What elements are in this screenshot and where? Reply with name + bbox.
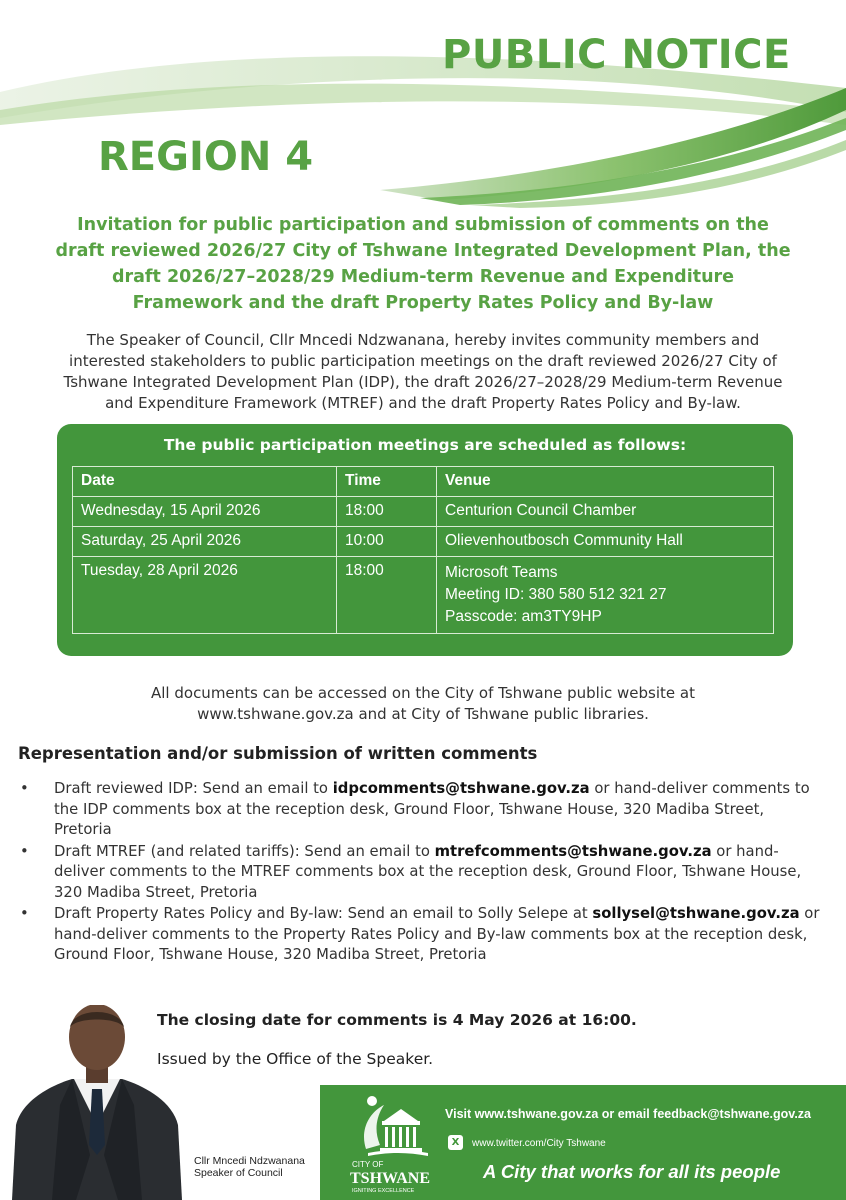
x-twitter-icon[interactable]: X	[448, 1135, 463, 1150]
item-text: Draft MTREF (and related tariffs): Send an email to	[54, 842, 435, 860]
access-line: All documents can be accessed on the City of Tshwane public website at	[151, 684, 695, 702]
schedule-panel	[57, 424, 793, 656]
column-header-time: Time	[337, 467, 437, 497]
meeting-passcode: Passcode: am3TY9HP	[445, 608, 602, 625]
email-link[interactable]: mtrefcomments@tshwane.gov.za	[434, 842, 712, 860]
schedule-title: The public participation meetings are scheduled as follows:	[163, 436, 687, 454]
cell-time: 10:00	[337, 527, 437, 557]
logo-tagline: IGNITING EXCELLENCE	[352, 1188, 415, 1194]
cell-venue: Olievenhoutbosch Community Hall	[437, 527, 774, 557]
cell-date: Tuesday, 28 April 2026	[73, 557, 337, 634]
column-header-date: Date	[73, 467, 337, 497]
intro-line: interested stakeholders to public participation meetings on the draft reviewed 2026/27 City of	[69, 352, 777, 370]
footer-banner	[320, 1085, 846, 1200]
speaker-name: Cllr Mncedi Ndzwanana	[194, 1155, 305, 1167]
table-row	[73, 557, 774, 634]
cell-date: Saturday, 25 April 2026	[73, 527, 337, 557]
item-text: or hand-deliver comments to the Property Rates Policy and By-law comments box at the reception desk, Ground Floor, Tshwane House, 320 Madiba Street, Pretoria	[54, 905, 820, 963]
bullet-icon: •	[20, 905, 29, 922]
cell-venue: Centurion Council Chamber	[437, 497, 774, 527]
table-row	[73, 527, 774, 557]
speaker-portrait	[12, 1005, 182, 1200]
footer-contact[interactable]: Visit www.tshwane.gov.za or email feedback@tshwane.gov.za	[445, 1107, 811, 1121]
intro-line: Tshwane Integrated Development Plan (IDP), the draft 2026/27–2028/29 Medium-term Revenue	[63, 373, 783, 391]
region-title: REGION 4	[98, 134, 314, 180]
list-item	[18, 842, 826, 904]
invitation-heading	[20, 212, 826, 316]
speaker-role: Speaker of Council	[194, 1167, 283, 1179]
logo-city-of: CITY OF	[352, 1160, 384, 1169]
cell-time: 18:00	[337, 557, 437, 634]
issued-by-note: Issued by the Office of the Speaker.	[157, 1050, 434, 1068]
table-header-row	[73, 467, 774, 497]
twitter-link[interactable]: www.twitter.com/City Tshwane	[472, 1138, 606, 1149]
invitation-heading-line: draft 2026/27–2028/29 Medium-term Revenue and Expenditure	[111, 267, 735, 287]
invitation-heading-line: Framework and the draft Property Rates Policy and By-law	[132, 293, 714, 313]
column-header-venue: Venue	[437, 467, 774, 497]
item-text: Draft reviewed IDP: Send an email to	[54, 780, 333, 797]
page-title: PUBLIC NOTICE	[442, 32, 791, 78]
footer-slogan: A City that works for all its people	[483, 1161, 781, 1182]
bullet-icon: •	[20, 842, 29, 860]
item-text: Draft Property Rates Policy and By-law: Send an email to Solly Selepe at	[54, 905, 593, 922]
email-link[interactable]: idpcomments@tshwane.gov.za	[332, 780, 590, 797]
schedule-table	[72, 466, 774, 634]
email-link[interactable]: sollysel@tshwane.gov.za	[592, 905, 800, 922]
closing-date-note: The closing date for comments is 4 May 2026 at 16:00.	[157, 1011, 637, 1029]
table-row	[73, 497, 774, 527]
city-of-tshwane-logo	[338, 1091, 438, 1195]
logo-name: TSHWANE	[350, 1170, 431, 1187]
documents-access-note	[20, 683, 826, 725]
meeting-id: Meeting ID: 380 580 512 321 27	[445, 586, 667, 603]
cell-date: Wednesday, 15 April 2026	[73, 497, 337, 527]
item-text: or hand-deliver comments to the IDP comments box at the reception desk, Ground Floor, Tshwane House, 320 Madiba Street, Pretoria	[54, 780, 810, 838]
item-text: or hand-deliver comments to the MTREF comments box at the reception desk, Ground Floor, Tshwane House, 320 Madiba Street, Pretoria	[54, 842, 802, 901]
access-line: www.tshwane.gov.za and at City of Tshwane public libraries.	[197, 705, 649, 723]
speaker-caption	[194, 1155, 305, 1179]
intro-line: and Expenditure Framework (MTREF) and the draft Property Rates Policy and By-law.	[105, 394, 741, 412]
venue-line: Microsoft Teams	[445, 564, 558, 581]
submission-list	[18, 779, 826, 967]
invitation-heading-line: draft reviewed 2026/27 City of Tshwane Integrated Development Plan, the	[55, 241, 791, 261]
representation-heading: Representation and/or submission of written comments	[18, 744, 538, 763]
list-item	[18, 779, 826, 841]
bullet-icon: •	[20, 780, 29, 797]
intro-line: The Speaker of Council, Cllr Mncedi Ndzwanana, hereby invites community members and	[86, 331, 760, 349]
cell-venue	[437, 557, 774, 634]
intro-paragraph	[14, 330, 832, 414]
list-item	[18, 904, 826, 966]
cell-time: 18:00	[337, 497, 437, 527]
invitation-heading-line: Invitation for public participation and submission of comments on the	[77, 215, 769, 235]
